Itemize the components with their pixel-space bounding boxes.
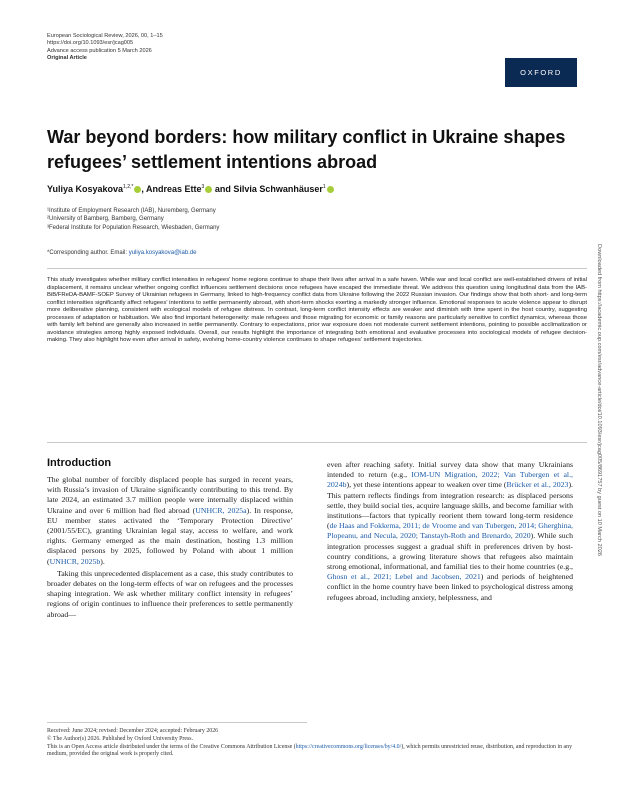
copyright: © The Author(s) 2026. Published by Oxford University Press. <box>47 735 194 742</box>
license-text <box>47 744 587 760</box>
abstract: This study investigates whether military conflict intensities in refugees’ home regions continue to shape their lives after arrival in a safe haven. While war and local conflict are well-established drivers of initial displacement, it remains unclear whether ongoing conflict influences settlement decisions once refugees have escaped the immediate threat. We address this question using longitudinal data from the IAB-BiB/FReDA-BAMF-SOEP Survey of Ukrainian refugees in Germany, linked to high-frequency conflict data from Ukraine following the 2022 Russian invasion. Our findings show that both short- and long-term conflict intensities significantly affect refugees’ intentions to settle permanently abroad, with short-term shocks exerting a markedly stronger influence. Emotional responses to acute violence appear to disrupt more deliberative planning, consistent with ecological models of refugee distress. In contrast, long-term conflict intensity effects are weaker and diminish with time spent in the host country, suggesting processes of adaptation or habituation. We also find important heterogeneity: male refugees and those migrating for economic or family reasons are particularly sensitive to conflict dynamics, whereas those with family left behind are generally also increased in settle permanently. Contrary to expectations, prior war exposure does not moderate current settlement intentions, pointing to possible acclimatization or avoidance strategies among highly exposed individuals. Overall, our results highlight the importance of integrating both emotional and evaluative processes into sociological models of refugee decision-making. They also highlight how even after arrival in safety, evolving home-country violence continues to shape refugees’ settlement trajectories. <box>47 277 587 344</box>
author-name[interactable]: Yuliya Kosyakova <box>47 184 124 194</box>
journal-citation: European Sociological Review, 2026, 00, 1–15 <box>47 33 163 39</box>
author-affil-sup: 1 <box>322 184 326 190</box>
citation-link[interactable]: Brücker et al., 2023 <box>506 480 569 490</box>
corresponding-label: *Corresponding author. Email: <box>47 250 129 256</box>
oxford-logo: OXFORD <box>505 58 577 87</box>
citation-link[interactable]: IOM-UN Migration, 2022; Van Tubergen et al., 2024b <box>327 470 573 490</box>
orcid-icon[interactable] <box>327 186 334 193</box>
paragraph-text: ). While such integration processes suggest a gradual shift in preferences driven by host-country conditions, a growing literature shows that refugees also maintain strong emotional, informational, and familial ties to their home countries (e.g., <box>327 531 573 572</box>
affiliation: ¹Institute of Employment Research (IAB), Nuremberg, Germany <box>47 208 216 214</box>
author-name[interactable]: Andreas Ette <box>146 184 202 194</box>
paragraph-text: ). In response, EU member states activated the ‘Temporary Protection Directive’ (2001/55/EC), granting Ukrainian legal stay, access to welfare, and work rights. Germany emerged as the main destination, hosting 1.3 million displaced persons by 2025, followed by Poland with about 1 million ( <box>47 505 294 566</box>
author-separator: , <box>141 184 147 194</box>
affiliations <box>47 207 219 232</box>
author-separator: and <box>212 184 234 194</box>
divider <box>47 442 587 443</box>
citation-link[interactable]: UNHCR, 2025b <box>49 556 101 566</box>
journal-header <box>47 33 163 63</box>
citation-link[interactable]: de Haas and Fokkema, 2011; de Vroome and van Tubergen, 2014; Gherghina, Plopeanu, and Necula, 2020; Tanstayh-Roth and Brenardo, 2020 <box>327 521 573 541</box>
license-suffix: ), which permits unrestricted reuse, distribution, and reproduction in any medium, provided the original work is properly cited. <box>47 743 573 758</box>
paragraph-text: ). <box>100 556 105 566</box>
body-column-right <box>327 460 573 603</box>
body-paragraph <box>47 475 293 567</box>
paragraph-text: ) and periods of heightened conflict in the home country have been linked to psychological distress among refugees abroad, including anxiety, helplessness, and <box>327 572 573 602</box>
author-affil-sup: 3 <box>201 184 205 190</box>
paragraph-text: ), yet these intentions appear to weaken over time ( <box>346 480 507 490</box>
download-note: Downloaded from https://academic.oup.com/esr/advance-article/doi/10.1093/esr/jcag005/8691757 by guest on 10 March 2026 <box>596 244 602 556</box>
citation-link[interactable]: Ghosn et al., 2021; Lebel and Jacobsen, 2021 <box>327 572 481 582</box>
citation-link[interactable]: UNHCR, 2025a <box>195 505 247 515</box>
author-affil-sup: 1,2,* <box>123 184 134 190</box>
received-dates: Received: June 2024; revised: December 2024; accepted: February 2026 <box>47 728 219 734</box>
download-sidebar <box>595 170 603 630</box>
divider <box>47 268 587 269</box>
body-column-left <box>47 475 293 620</box>
doi-link[interactable]: https://doi.org/10.1093/esr/jcag005 <box>47 40 134 47</box>
affiliation: ²University of Bamberg, Bamberg, Germany <box>47 216 164 223</box>
body-paragraph <box>327 460 573 603</box>
publication-date: Advance access publication 5 March 2026 <box>47 47 152 54</box>
article-type: Original Article <box>47 55 87 62</box>
author-list <box>47 184 334 194</box>
article-title: War beyond borders: how military conflict in Ukraine shapes refugees’ settlement intentions abroad <box>47 127 566 172</box>
paragraph-text: The global number of forcibly displaced people has surged in recent years, with Russia’s invasion of Ukraine significantly contributing to this trend. By late 2024, an estimated 3.7 million people were internally displaced within Ukraine and over 6 million had fled abroad ( <box>47 475 293 515</box>
corresponding-email[interactable]: yuliya.kosyakova@iab.de <box>128 250 197 256</box>
section-heading-introduction: Introduction <box>47 457 112 469</box>
body-paragraph: Taking this unprecedented displacement as a case, this study contributes to broader debates on the long-term effects of war on refugees and the processes shaping integration. We ask whether military conflict intensity in refugees’ regions of origin continues to influence their preferences to settle permanently abroad— <box>47 568 293 619</box>
affiliation: ³Federal Institute for Population Research, Wiesbaden, Germany <box>47 224 220 231</box>
footnote-divider <box>47 722 307 723</box>
article-footer <box>47 728 587 759</box>
license-link[interactable]: https://creativecommons.org/licenses/by/4.0/ <box>295 743 402 750</box>
paragraph-text: ). This pattern reflects findings from integration research: as displaced persons settle, they build social ties, acquire language skills, and become familiar with institutions—factors that typically reorient them toward long-term residence ( <box>327 480 573 531</box>
author-name[interactable]: Silvia Schwanhäuser <box>233 184 323 194</box>
corresponding-author <box>47 250 197 256</box>
paragraph-text: even after reaching safety. Initial survey data show that many Ukrainians intended to return (e.g., <box>327 460 573 480</box>
license-prefix: This is an Open Access article distributed under the terms of the Creative Commons Attribution License ( <box>47 743 296 750</box>
